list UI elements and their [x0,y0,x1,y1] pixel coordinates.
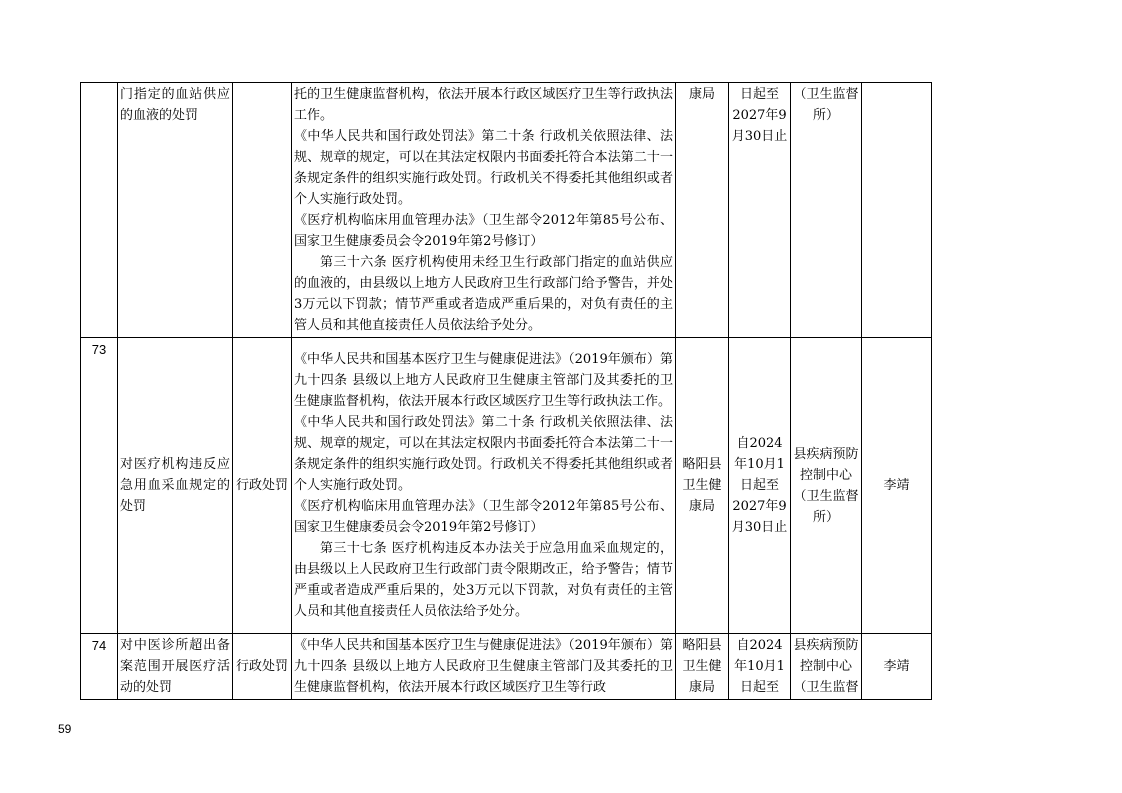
basis-paragraph: 托的卫生健康监督机构，依法开展本行政区域医疗卫生等行政执法工作。 [294,87,673,123]
basis-paragraph: 《医疗机构临床用血管理办法》（卫生部令2012年第85号公布、国家卫生健康委员会令2019年第2号修订） [294,213,673,249]
item-kind: 行政处罚 [233,338,292,634]
basis-paragraph: 第三十六条 医疗机构使用未经卫生行政部门指定的血站供应的血液的，由县级以上地方人民政府卫生行政部门给予警告，并处3万元以下罚款；情节严重或者造成严重后果的，对负有责任的主管人员和其他直接责任人员依法给予处分。 [294,255,673,333]
legal-basis [292,634,676,700]
table-row [81,634,932,700]
item-name: 门指定的血站供应的血液的处罚 [118,83,233,338]
table-row [81,338,932,634]
basis-paragraph: 《中华人民共和国行政处罚法》第二十条 行政机关依照法律、法规、规章的规定，可以在其法定权限内书面委托符合本法第二十一条规定条件的组织实施行政处罚。行政机关不得委托其他组织或者个人实施行政处罚。 [294,415,673,493]
period: 自2024年10月1日起至2027年9月30日止 [729,338,791,634]
table-row [81,83,932,338]
basis-paragraph: 第三十七条 医疗机构违反本办法关于应急用血采血规定的，由县级以上人民政府卫生行政部门责令限期改正，给予警告；情节严重或者造成严重后果的，处3万元以下罚款，对负有责任的主管人员和其他直接责任人员依法给予处分。 [294,541,673,619]
organization: 县疾病预防控制中心（卫生监督 [791,634,862,700]
item-name: 对医疗机构违反应急用血采血规定的处罚 [118,338,233,634]
department: 略阳县卫生健康局 [676,338,729,634]
basis-paragraph: 《中华人民共和国基本医疗卫生与健康促进法》（2019年颁布）第九十四条 县级以上地方人民政府卫生健康主管部门及其委托的卫生健康监督机构，依法开展本行政区域医疗卫生等行政 [294,638,673,695]
organization: 县疾病预防控制中心（卫生监督所） [791,338,862,634]
basis-paragraph: 《医疗机构临床用血管理办法》（卫生部令2012年第85号公布、国家卫生健康委员会令2019年第2号修订） [294,499,673,535]
legal-basis [292,338,676,634]
person: 李靖 [862,634,932,700]
period: 日起至2027年9月30日止 [729,83,791,338]
page-number: 59 [58,722,72,736]
row-number: 73 [81,338,118,634]
person [862,83,932,338]
basis-paragraph: 《中华人民共和国行政处罚法》第二十条 行政机关依照法律、法规、规章的规定，可以在其法定权限内书面委托符合本法第二十一条规定条件的组织实施行政处罚。行政机关不得委托其他组织或者个人实施行政处罚。 [294,129,673,207]
period: 自2024年10月1日起至 [729,634,791,700]
item-kind [233,83,292,338]
department: 略阳县卫生健康局 [676,634,729,700]
organization: （卫生监督所） [791,83,862,338]
basis-paragraph: 《中华人民共和国基本医疗卫生与健康促进法》（2019年颁布）第九十四条 县级以上地方人民政府卫生健康主管部门及其委托的卫生健康监督机构，依法开展本行政区域医疗卫生等行政执法工作。 [294,352,673,409]
regulation-table [80,82,932,700]
row-number [81,83,118,338]
person: 李靖 [862,338,932,634]
legal-basis [292,83,676,338]
item-name: 对中医诊所超出备案范围开展医疗活动的处罚 [118,634,233,700]
department: 康局 [676,83,729,338]
item-kind: 行政处罚 [233,634,292,700]
row-number: 74 [81,634,118,700]
